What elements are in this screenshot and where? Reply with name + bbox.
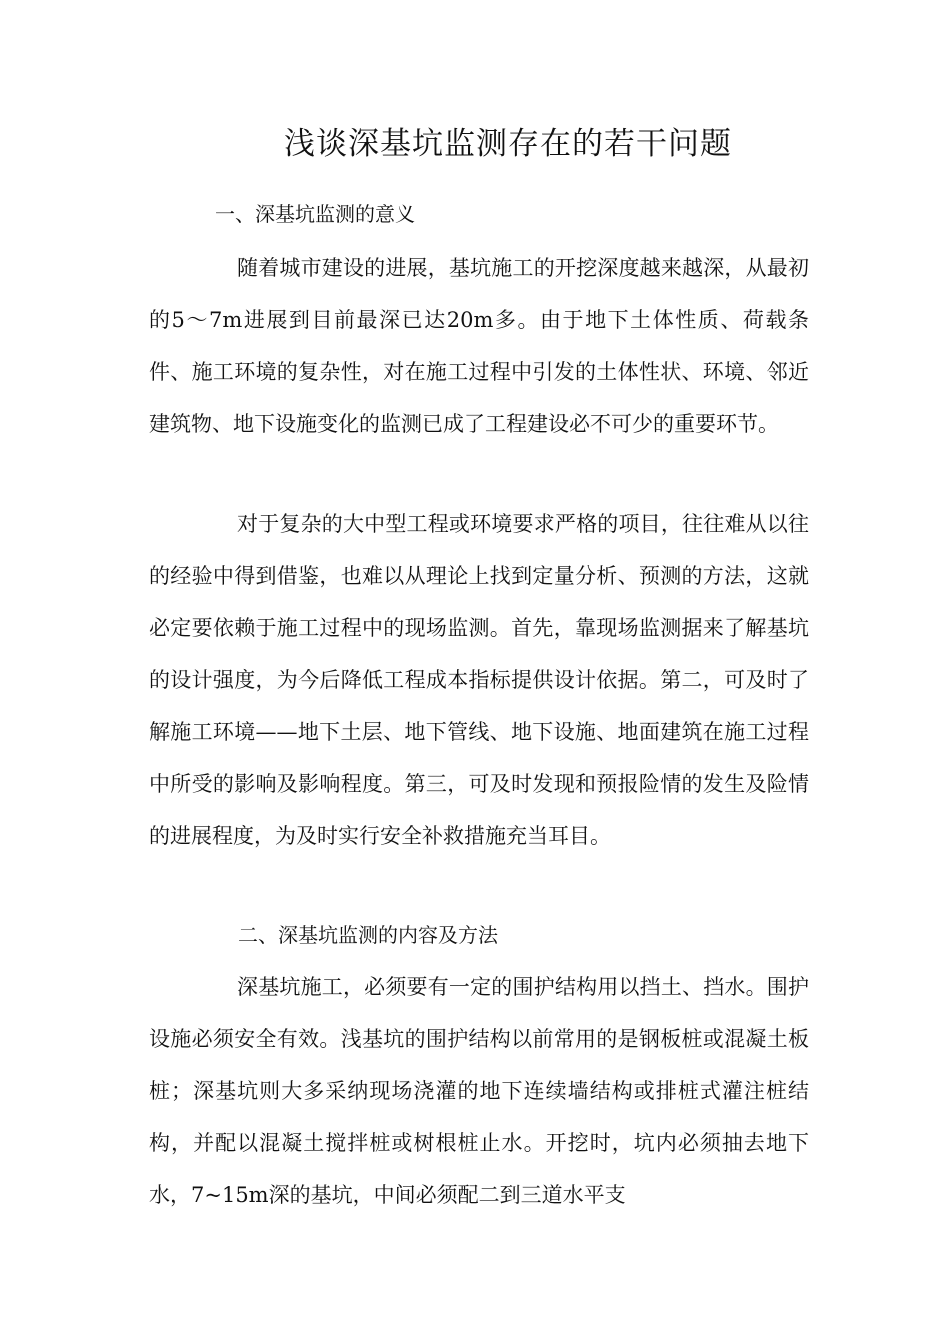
- paragraph-retaining-structure: 深基坑施工，必须要有一定的围护结构用以挡土、挡水。围护设施必须安全有效。浅基坑的围护结构以前常用的是钢板桩或混凝土板桩；深基坑则大多采纳现场浇灌的地下连续墙结构或排桩式灌注桩结构，并配以混凝土搅拌桩或树根桩止水。开挖时，坑内必须抽去地下水，7~15m深的基坑，中间必须配二到三道水平支: [149, 975, 809, 1207]
- paragraph-monitoring-purpose: 对于复杂的大中型工程或环境要求严格的项目，往往难从以往的经验中得到借鉴，也难以从理论上找到定量分析、预测的方法，这就必定要依赖于施工过程中的现场监测。首先，靠现场监测据来了解基坑的设计强度，为今后降低工程成本指标提供设计依据。第二，可及时了解施工环境——地下土层、地下管线、地下设施、地面建筑在施工过程中所受的影响及影响程度。第三，可及时发现和预报险情的发生及险情的进展程度，为及时实行安全补救措施充当耳目。: [149, 512, 809, 848]
- section-heading-significance: 一、深基坑监测的意义: [215, 202, 415, 226]
- paragraph-background: 随着城市建设的进展，基坑施工的开挖深度越来越深，从最初的5～7m进展到目前最深已达20m多。由于地下土体性质、荷载条件、施工环境的复杂性，对在施工过程中引发的土体性状、环境、邻近建筑物、地下设施变化的监测已成了工程建设必不可少的重要环节。: [149, 256, 809, 436]
- document-title: 浅谈深基坑监测存在的若干问题: [284, 126, 732, 162]
- section-heading-content-methods: 二、深基坑监测的内容及方法: [238, 923, 498, 947]
